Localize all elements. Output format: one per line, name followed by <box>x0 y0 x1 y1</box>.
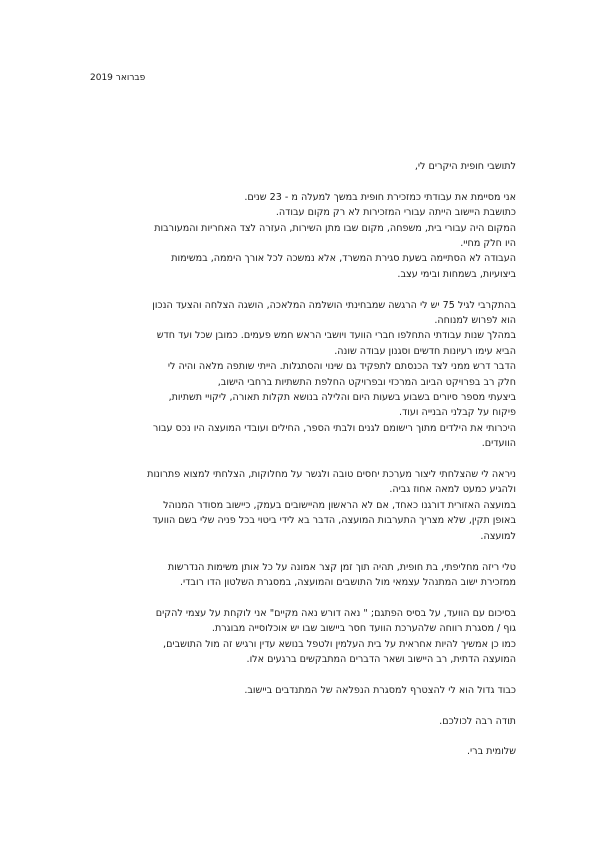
paragraph-line: היו חלק מחיי. <box>460 238 516 250</box>
paragraph-line: בהתקרבי לגיל 75 יש לי הרגשה שמבחינתי הושלמה המלאכה, הושגה הצלחה והצעד הנכון <box>152 299 516 311</box>
paragraph-line: פיקוח על קבלני הבנייה ועוד. <box>398 407 516 419</box>
paragraph-line: הדבר דרש ממני לצד הכנסתם לתפקיד גם שינוי והסתגלות. הייתי שותפה מלאה והיה לי <box>167 361 516 373</box>
paragraph-line: תודה רבה לכולכם. <box>439 715 516 727</box>
paragraph-line: טלי ריזה מחליפתי, בת חופית, תהיה תוך זמן קצר אמונה על כל אותן משימות הנדרשות <box>167 561 516 573</box>
letter-paragraph <box>84 467 516 544</box>
letter-paragraph <box>84 298 516 452</box>
paragraph-line: המועצה הדתית, רב היישוב ושאר הדברים המתבקשים ברגעים אלו. <box>246 653 516 665</box>
letter-paragraph <box>84 190 516 282</box>
paragraph-line: הוועדים. <box>481 438 516 450</box>
letter-body <box>84 159 516 775</box>
letter-greeting <box>84 159 516 174</box>
paragraph-line: באופן תקין, שלא מצריך התערבות המועצה, הדבר בא לידי ביטוי בכל פניה שלי בשם הוועד <box>152 515 516 527</box>
letter-paragraph <box>84 744 516 759</box>
paragraph-line: למועצה. <box>480 530 516 542</box>
paragraph-line: בסיכום עם הוועד, על בסיס הפתגם; " נאה דורש נאה מקיים" אני לוקחת על עצמי להקים <box>155 607 516 619</box>
paragraph-line: חלק רב בפרויקט הביוב המרכזי ובפרויקט החלפת התשתיות ברחבי הישוב, <box>217 376 516 388</box>
paragraph-line: שלומית ברי. <box>466 746 516 758</box>
paragraph-line: אני מסיימת את עבודתי כמזכירת חופית במשך למעלה מ - 23 שנים. <box>244 191 516 203</box>
letter-paragraphs <box>84 190 516 760</box>
letter-date: פברואר 2019 <box>90 73 146 83</box>
paragraph-line: הביא עימו רעיונות חדשים וסגנון עבודה שונה. <box>334 345 516 357</box>
paragraph-line: המקום היה עבורי בית, משפחה, מקום שבו מתן השירות, העזרה לצד האחריות והמעורבות <box>154 222 516 234</box>
paragraph-line: ביצועיות, בשמחות ובימי עצב. <box>397 268 516 280</box>
paragraph-line: הוא לפרוש למנוחה. <box>434 315 516 327</box>
paragraph-line: ממזכירת ישוב המתנהל עצמאי מול התושבים והמועצה, במסגרת השלטון הדו רובדי. <box>179 576 516 588</box>
paragraph-line: ניראה לי שהצלחתי ליצור מערכת יחסים טובה ולגשר על מחלוקות, הצלחתי למצוא פתרונות <box>147 469 516 481</box>
letter-paragraph <box>84 714 516 729</box>
paragraph-line: העבודה לא הסתיימה בשעת סגירת המשרד, אלא נמשכה לכל אורך היממה, במשימות <box>171 253 516 265</box>
greeting-line: לתושבי חופית היקרים לי, <box>414 161 516 172</box>
paragraph-line: כמו כן אמשיך להיות אחראית על בית העלמין ולטפל בנושא עדין ורגיש זה מול התושבים, <box>163 638 516 650</box>
paragraph-line: כתושבת היישוב הייתה עבורי המזכירות לא רק מקום עבודה. <box>275 207 516 219</box>
paragraph-line: היכרותי את הילדים מתוך רישומם לגנים ולבתי הספר, החילים ועובדי המועצה היו נכס עבור <box>152 422 516 434</box>
paragraph-line: ולהגיע כמעט למאה אחוז גביה. <box>389 484 516 496</box>
paragraph-line: ביצעתי מספר סיורים בשבוע בשעות היום והלילה בנושא תקלות תאורה, ליקויי תשתיות, <box>168 392 516 404</box>
paragraph-line: גוף / מסגרת רווחה שלהערכת הוועד חסר ביישוב שבו יש אוכלוסייה מבוגרת. <box>211 623 516 635</box>
paragraph-line: במועצה האזורית דורגנו כאחד, אם לא הראשון מהיישובים בעמק, כיישוב מסודר המנוהל <box>163 499 516 511</box>
paragraph-line: כבוד גדול הוא לי להצטרף למסגרת הנפלאה של המתנדבים ביישוב. <box>244 684 516 696</box>
letter-paragraph <box>84 560 516 591</box>
letter-paragraph <box>84 683 516 698</box>
letter-paragraph <box>84 606 516 668</box>
paragraph-line: במהלך שנות עבודתי התחלפו חברי הוועד ויושבי הראש חמש פעמים. כמובן שכל ועד חדש <box>156 330 516 342</box>
